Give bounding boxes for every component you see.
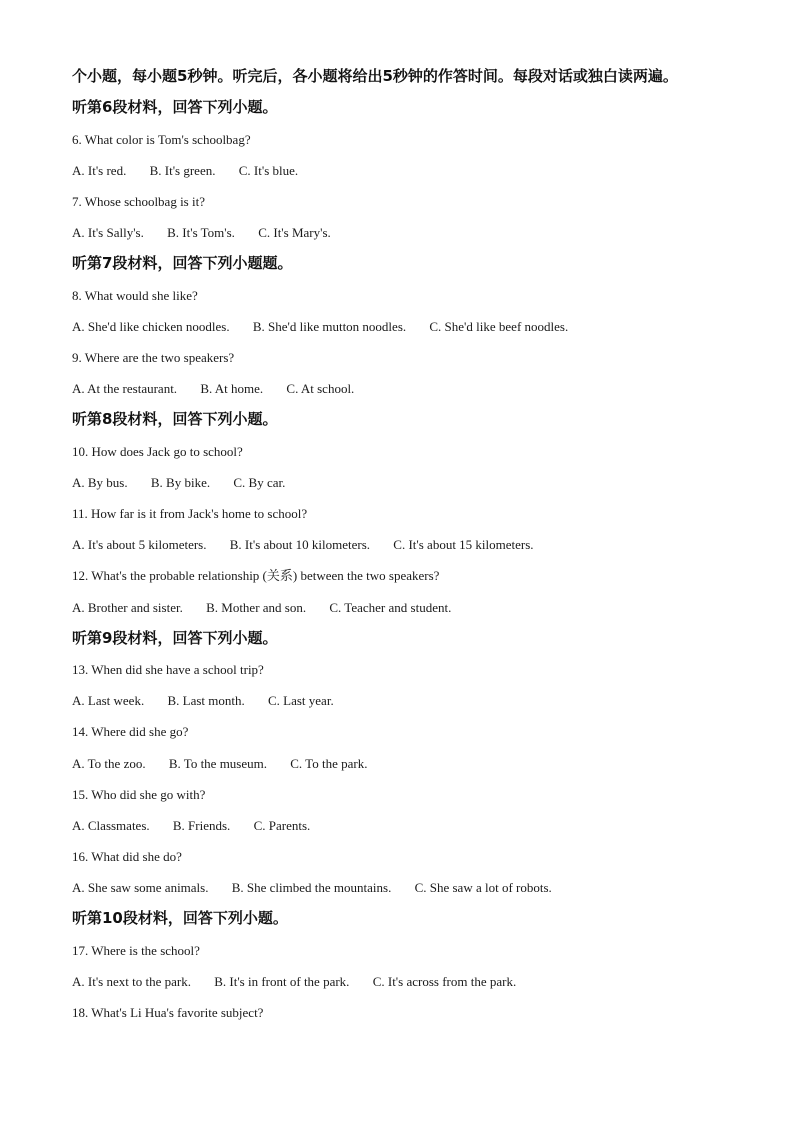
question-text: 12. What's the probable relationship (关系) between the two speakers? bbox=[72, 568, 440, 583]
question-text: 8. What would she like? bbox=[72, 288, 198, 303]
question-text: 14. Where did she go? bbox=[72, 724, 189, 739]
option-c: C. Last year. bbox=[267, 693, 334, 708]
option-c: C. It's blue. bbox=[238, 163, 299, 178]
section-heading: 听第10段材料，回答下列小题。 bbox=[72, 909, 288, 927]
section-heading: 听第8段材料，回答下列小题。 bbox=[72, 410, 278, 428]
option-c: C. Parents. bbox=[253, 818, 311, 833]
question-text: 10. How does Jack go to school? bbox=[72, 444, 243, 459]
option-b: B. Mother and son. bbox=[206, 600, 307, 615]
question-text: 11. How far is it from Jack's home to school? bbox=[72, 506, 308, 521]
option-b: B. To the museum. bbox=[168, 756, 267, 771]
option-a: A. Classmates. bbox=[72, 818, 150, 833]
instructions-text: 个小题，每小题5秒钟。听完后，各小题将给出5秒钟的作答时间。每段对话或独白读两遍。 bbox=[72, 67, 678, 85]
section-heading: 听第6段材料，回答下列小题。 bbox=[72, 98, 278, 116]
option-b: B. Friends. bbox=[172, 818, 231, 833]
option-a: A. It's about 5 kilometers. bbox=[72, 537, 207, 552]
question-text: 7. Whose schoolbag is it? bbox=[72, 194, 205, 209]
option-a: A. At the restaurant. bbox=[72, 381, 178, 396]
option-a: A. She saw some animals. bbox=[72, 880, 209, 895]
answer-options bbox=[72, 756, 367, 772]
answer-options bbox=[72, 319, 568, 335]
question-text: 18. What's Li Hua's favorite subject? bbox=[72, 1005, 264, 1020]
option-b: B. It's about 10 kilometers. bbox=[229, 537, 371, 552]
option-c: C. It's about 15 kilometers. bbox=[393, 537, 534, 552]
answer-options bbox=[72, 163, 298, 179]
option-c: C. Teacher and student. bbox=[329, 600, 452, 615]
question-text: 9. Where are the two speakers? bbox=[72, 350, 235, 365]
option-a: A. By bus. bbox=[72, 475, 128, 490]
section-heading: 听第7段材料，回答下列小题题。 bbox=[72, 254, 293, 272]
option-c: C. At school. bbox=[286, 381, 355, 396]
option-b: B. It's green. bbox=[149, 163, 216, 178]
question-text: 16. What did she do? bbox=[72, 849, 182, 864]
answer-options bbox=[72, 600, 451, 616]
question-text: 6. What color is Tom's schoolbag? bbox=[72, 132, 251, 147]
answer-options bbox=[72, 225, 331, 241]
option-a: A. It's red. bbox=[72, 163, 127, 178]
answer-options bbox=[72, 880, 552, 896]
section-heading: 听第9段材料，回答下列小题。 bbox=[72, 629, 278, 647]
option-a: A. She'd like chicken noodles. bbox=[72, 319, 230, 334]
question-text: 13. When did she have a school trip? bbox=[72, 662, 264, 677]
option-b: B. It's Tom's. bbox=[167, 225, 235, 240]
option-c: C. By car. bbox=[233, 475, 286, 490]
option-b: B. She'd like mutton noodles. bbox=[252, 319, 407, 334]
answer-options bbox=[72, 693, 334, 709]
option-b: B. It's in front of the park. bbox=[214, 974, 350, 989]
option-b: B. Last month. bbox=[167, 693, 245, 708]
option-b: B. At home. bbox=[200, 381, 264, 396]
option-a: A. To the zoo. bbox=[72, 756, 146, 771]
option-a: A. It's Sally's. bbox=[72, 225, 144, 240]
answer-options bbox=[72, 475, 285, 491]
question-text: 15. Who did she go with? bbox=[72, 787, 206, 802]
option-b: B. By bike. bbox=[150, 475, 211, 490]
option-c: C. It's Mary's. bbox=[258, 225, 331, 240]
option-a: A. Brother and sister. bbox=[72, 600, 183, 615]
answer-options bbox=[72, 537, 534, 553]
option-c: C. To the park. bbox=[290, 756, 368, 771]
option-a: A. It's next to the park. bbox=[72, 974, 191, 989]
question-text: 17. Where is the school? bbox=[72, 943, 200, 958]
option-c: C. She'd like beef noodles. bbox=[429, 319, 569, 334]
answer-options bbox=[72, 818, 310, 834]
answer-options bbox=[72, 381, 354, 397]
option-c: C. It's across from the park. bbox=[372, 974, 517, 989]
option-b: B. She climbed the mountains. bbox=[231, 880, 392, 895]
option-a: A. Last week. bbox=[72, 693, 145, 708]
option-c: C. She saw a lot of robots. bbox=[414, 880, 552, 895]
answer-options bbox=[72, 974, 516, 990]
